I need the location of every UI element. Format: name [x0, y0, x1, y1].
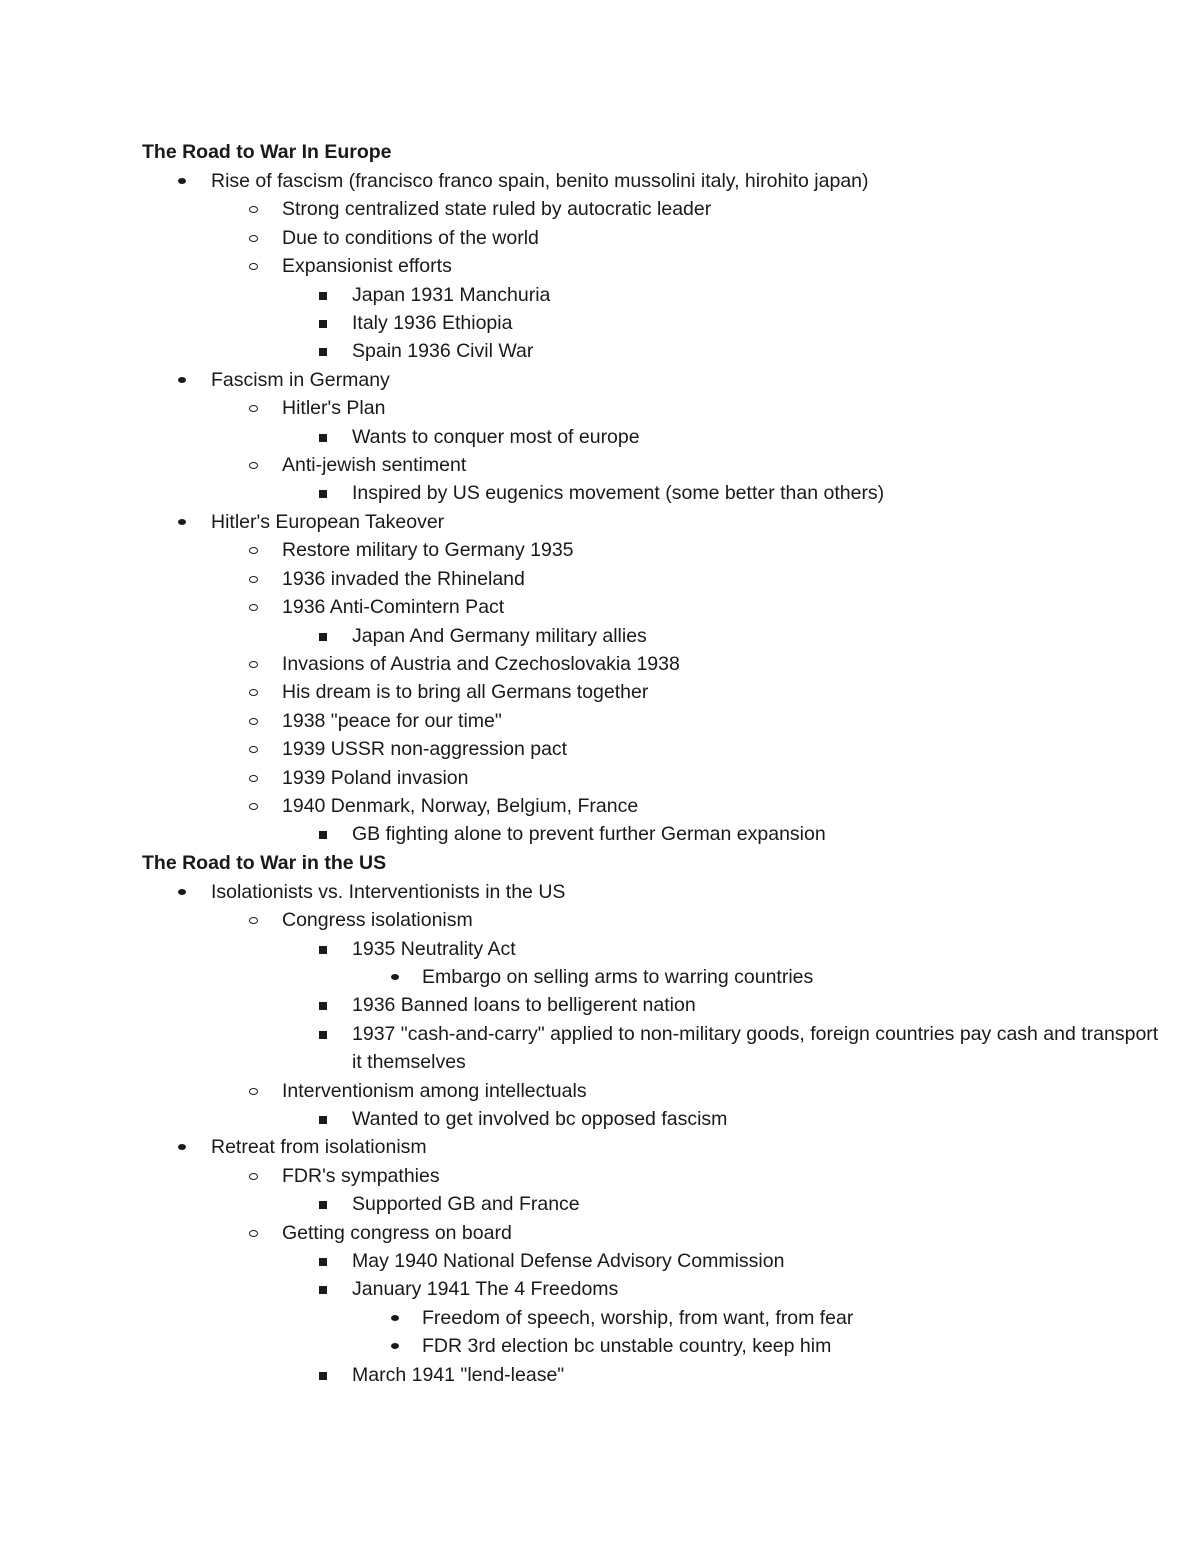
- list-item-text: Getting congress on board: [282, 1221, 512, 1244]
- list-item-text: Fascism in Germany: [211, 368, 390, 391]
- hollow-circle-bullet-icon: [249, 775, 258, 782]
- list-item-text: Inspired by US eugenics movement (some better than others): [352, 482, 885, 505]
- list-item: [0, 565, 1200, 593]
- list-item: [0, 1275, 1200, 1303]
- list-item: [0, 1332, 1200, 1360]
- list-item-text: His dream is to bring all Germans together: [282, 681, 649, 704]
- filled-circle-bullet-icon: [178, 178, 186, 184]
- list-item-text: Anti-jewish sentiment: [282, 454, 467, 477]
- hollow-circle-bullet-icon: [249, 547, 258, 554]
- hollow-circle-bullet-icon: [249, 604, 258, 611]
- list-item-text: Restore military to Germany 1935: [282, 539, 574, 562]
- list-item-text: 1935 Neutrality Act: [352, 937, 516, 960]
- list-item-text: Hitler's European Takeover: [211, 510, 445, 533]
- list-item: [0, 281, 1200, 309]
- hollow-circle-bullet-icon: [249, 803, 258, 810]
- list-item: [0, 1219, 1200, 1247]
- list-item-text: Due to conditions of the world: [282, 226, 539, 249]
- list-item: [0, 792, 1200, 820]
- list-item: [0, 820, 1200, 848]
- list-item-text: Invasions of Austria and Czechoslovakia 1938: [282, 652, 680, 675]
- list-item-text: Strong centralized state ruled by autocratic leader: [282, 198, 712, 221]
- list-item: [0, 479, 1200, 507]
- list-item-text: Japan 1931 Manchuria: [352, 283, 551, 306]
- square-bullet-icon: [319, 292, 327, 300]
- list-item: [0, 707, 1200, 735]
- list-item: [0, 195, 1200, 223]
- square-bullet-icon: [319, 434, 327, 442]
- list-item-text: 1936 Banned loans to belligerent nation: [352, 994, 696, 1017]
- square-bullet-icon: [319, 831, 327, 839]
- list-item-text: Expansionist efforts: [282, 255, 452, 278]
- filled-circle-bullet-icon: [178, 1144, 186, 1150]
- hollow-circle-bullet-icon: [249, 1088, 258, 1095]
- list-item: [0, 935, 1200, 963]
- list-item-text: Isolationists vs. Interventionists in the US: [211, 880, 566, 903]
- list-item: [0, 536, 1200, 564]
- list-item: [0, 309, 1200, 337]
- section-heading: The Road to War In Europe: [142, 141, 392, 163]
- list-item: [0, 622, 1200, 650]
- hollow-circle-bullet-icon: [249, 746, 258, 753]
- square-bullet-icon: [319, 348, 327, 356]
- filled-circle-bullet-icon: [391, 974, 399, 980]
- hollow-circle-bullet-icon: [249, 718, 258, 725]
- list-item: [0, 593, 1200, 621]
- list-item: [0, 678, 1200, 706]
- section-heading: The Road to War in the US: [142, 851, 387, 874]
- list-item-text: Wanted to get involved bc opposed fascism: [352, 1108, 728, 1130]
- list-item-text: 1938 "peace for our time": [282, 709, 502, 732]
- square-bullet-icon: [319, 320, 327, 328]
- list-item: [0, 1304, 1200, 1332]
- list-item-text: Congress isolationism: [282, 909, 473, 932]
- list-item-text: Freedom of speech, worship, from want, from fear: [422, 1306, 854, 1329]
- list-item: [0, 167, 1200, 195]
- list-item: [0, 423, 1200, 451]
- list-item: [0, 906, 1200, 934]
- list-item: [0, 1162, 1200, 1190]
- list-item-text: Spain 1936 Civil War: [352, 340, 534, 363]
- hollow-circle-bullet-icon: [249, 917, 258, 924]
- list-item-text: FDR 3rd election bc unstable country, keep him: [422, 1335, 832, 1358]
- hollow-circle-bullet-icon: [249, 1230, 258, 1237]
- list-item-text: May 1940 National Defense Advisory Commission: [352, 1250, 785, 1273]
- list-item-text: 1939 Poland invasion: [282, 766, 469, 789]
- hollow-circle-bullet-icon: [249, 576, 258, 583]
- square-bullet-icon: [319, 633, 327, 641]
- list-item: [0, 1247, 1200, 1275]
- list-item: [0, 451, 1200, 479]
- list-item: [0, 252, 1200, 280]
- list-item: [0, 508, 1200, 536]
- list-item: [0, 1133, 1200, 1161]
- square-bullet-icon: [319, 1258, 327, 1266]
- list-item-text: Embargo on selling arms to warring countries: [422, 965, 814, 988]
- square-bullet-icon: [319, 1031, 327, 1039]
- square-bullet-icon: [319, 946, 327, 954]
- list-item: [0, 1105, 1200, 1133]
- hollow-circle-bullet-icon: [249, 661, 258, 668]
- list-item-text: Supported GB and France: [352, 1193, 580, 1216]
- list-item: [0, 1077, 1200, 1105]
- list-item-text: GB fighting alone to prevent further German expansion: [352, 823, 826, 846]
- square-bullet-icon: [319, 1372, 327, 1380]
- square-bullet-icon: [319, 1002, 327, 1010]
- list-item: [0, 366, 1200, 394]
- list-item-text: Wants to conquer most of europe: [352, 425, 640, 448]
- list-item: [0, 394, 1200, 422]
- square-bullet-icon: [319, 1201, 327, 1209]
- filled-circle-bullet-icon: [178, 889, 186, 895]
- square-bullet-icon: [319, 1286, 327, 1294]
- list-item: [0, 1020, 1200, 1077]
- list-item: [0, 735, 1200, 763]
- list-item: [0, 650, 1200, 678]
- filled-circle-bullet-icon: [391, 1343, 399, 1349]
- square-bullet-icon: [319, 1116, 327, 1124]
- list-item-text: January 1941 The 4 Freedoms: [352, 1278, 619, 1301]
- hollow-circle-bullet-icon: [249, 1173, 258, 1180]
- list-item-text: 1937 "cash-and-carry" applied to non-military goods, foreign countries pay cash and transport it themselves: [352, 1022, 1159, 1074]
- hollow-circle-bullet-icon: [249, 462, 258, 469]
- list-item-text: Rise of fascism (francisco franco spain, benito mussolini italy, hirohito japan): [211, 170, 869, 192]
- list-item-text: Interventionism among intellectuals: [282, 1079, 587, 1102]
- list-item-text: Hitler's Plan: [282, 397, 386, 420]
- hollow-circle-bullet-icon: [249, 235, 258, 242]
- list-item: [0, 991, 1200, 1019]
- hollow-circle-bullet-icon: [249, 689, 258, 696]
- list-item-text: March 1941 "lend-lease": [352, 1363, 565, 1386]
- filled-circle-bullet-icon: [178, 377, 186, 383]
- list-item: [0, 1361, 1200, 1389]
- list-item-text: 1939 USSR non-aggression pact: [282, 738, 568, 761]
- list-item: [0, 224, 1200, 252]
- list-item-text: Retreat from isolationism: [211, 1136, 427, 1159]
- list-item: [0, 878, 1200, 906]
- list-item: [0, 764, 1200, 792]
- square-bullet-icon: [319, 490, 327, 498]
- hollow-circle-bullet-icon: [249, 263, 258, 270]
- filled-circle-bullet-icon: [178, 519, 186, 525]
- list-item-text: 1936 invaded the Rhineland: [282, 567, 525, 590]
- filled-circle-bullet-icon: [391, 1315, 399, 1321]
- list-item-text: FDR's sympathies: [282, 1164, 440, 1187]
- list-item-text: Italy 1936 Ethiopia: [352, 312, 513, 335]
- hollow-circle-bullet-icon: [249, 206, 258, 213]
- list-item: [0, 1190, 1200, 1218]
- list-item-text: Japan And Germany military allies: [352, 624, 647, 647]
- document-body: [0, 138, 1200, 1389]
- list-item: [0, 963, 1200, 991]
- list-item: [0, 337, 1200, 365]
- hollow-circle-bullet-icon: [249, 405, 258, 412]
- list-item-text: 1936 Anti-Comintern Pact: [282, 596, 505, 619]
- list-item-text: 1940 Denmark, Norway, Belgium, France: [282, 794, 639, 817]
